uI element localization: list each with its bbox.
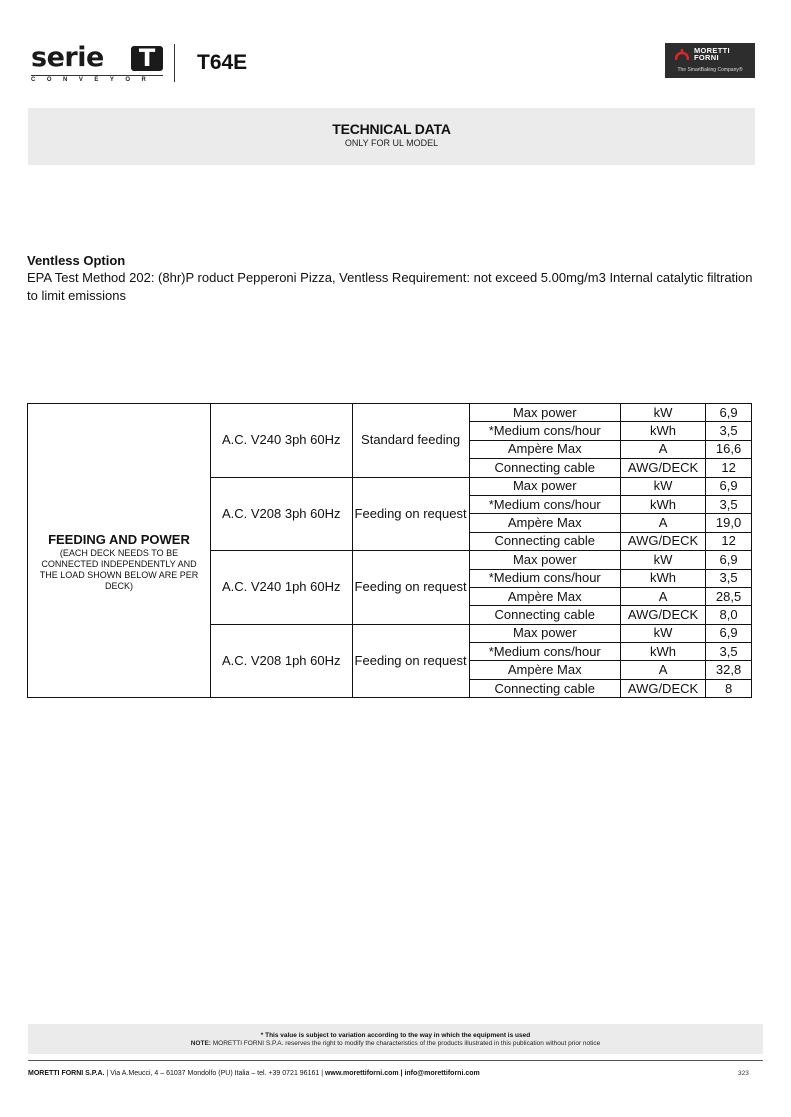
value-cell: 3,5 [706,569,752,587]
unit-cell: kW [620,624,705,642]
unit-cell: kWh [620,569,705,587]
footnote-variation: * This value is subject to variation according to the way in which the equipment is used [260,1032,531,1039]
value-cell: 28,5 [706,587,752,605]
brand-tagline: The SmartBaking Company® [677,67,743,73]
page-number: 323 [738,1070,749,1077]
website-link[interactable]: www.morettiforni.com [324,1070,399,1077]
value-cell: 3,5 [706,643,752,661]
param-cell: *Medium cons/hour [469,643,620,661]
note-text: MORETTI FORNI S.P.A. reserves the right to modify the characteristics of the products illustrated in this publication without prior notice [210,1040,601,1047]
value-cell: 8 [706,679,752,697]
unit-cell: kW [620,477,705,495]
param-cell: Connecting cable [469,532,620,550]
footer-notes [28,1024,763,1054]
logo-wordmark: serie [31,42,104,73]
feeding-cell: Feeding on request [352,551,469,625]
value-cell: 16,6 [706,440,752,458]
group-note: (EACH DECK NEEDS TO BE CONNECTED INDEPENDENTLY AND THE LOAD SHOWN BELOW ARE PER DECK) [39,547,199,591]
moretti-forni-logo [665,43,755,78]
param-cell: Ampère Max [469,440,620,458]
unit-cell: A [620,440,705,458]
value-cell: 6,9 [706,477,752,495]
value-cell: 3,5 [706,422,752,440]
param-cell: *Medium cons/hour [469,569,620,587]
brand-name [694,47,730,61]
value-cell: 6,9 [706,624,752,642]
table-row [28,404,752,422]
feeding-cell: Standard feeding [352,404,469,478]
title-band [28,108,755,165]
feeding-power-table [27,403,752,698]
note-label: NOTE: [190,1040,211,1047]
footer-divider [28,1060,763,1061]
company-name: MORETTI FORNI S.P.A. [28,1070,105,1077]
unit-cell: kW [620,404,705,422]
param-cell: *Medium cons/hour [469,495,620,513]
unit-cell: A [620,514,705,532]
unit-cell: kWh [620,495,705,513]
param-cell: Max power [469,551,620,569]
unit-cell: kWh [620,643,705,661]
param-cell: Max power [469,624,620,642]
param-cell: Ampère Max [469,661,620,679]
value-cell: 32,8 [706,661,752,679]
feeding-cell: Feeding on request [352,624,469,698]
param-cell: Max power [469,477,620,495]
param-cell: Ampère Max [469,587,620,605]
separator: | [398,1070,405,1077]
param-cell: Connecting cable [469,679,620,697]
value-cell: 12 [706,459,752,477]
voltage-cell: A.C. V240 3ph 60Hz [210,404,352,478]
param-cell: Max power [469,404,620,422]
unit-cell: kWh [620,422,705,440]
voltage-cell: A.C. V208 3ph 60Hz [210,477,352,551]
voltage-cell: A.C. V208 1ph 60Hz [210,624,352,698]
param-cell: *Medium cons/hour [469,422,620,440]
company-address: | Via A.Meucci, 4 – 61037 Mondolfo (PU) Italia – tel. +39 0721 96161 | [104,1070,325,1077]
logo-conveyor-text: CONVEYOR [31,77,158,83]
header-divider [174,44,175,82]
unit-cell: A [620,587,705,605]
model-name: T64E [197,51,248,74]
email-link[interactable]: info@morettiforni.com [404,1070,480,1077]
company-address-line [28,1069,480,1078]
unit-cell: kW [620,551,705,569]
param-cell: Connecting cable [469,606,620,624]
value-cell: 3,5 [706,495,752,513]
page-subtitle: ONLY FOR UL MODEL [344,138,439,148]
unit-cell: AWG/DECK [620,606,705,624]
voltage-cell: A.C. V240 1ph 60Hz [210,551,352,625]
feeding-cell: Feeding on request [352,477,469,551]
param-cell: Connecting cable [469,459,620,477]
page-title: TECHNICAL DATA [332,121,451,137]
value-cell: 19,0 [706,514,752,532]
serie-t-logo [31,44,165,84]
unit-cell: AWG/DECK [620,679,705,697]
ventless-description: EPA Test Method 202: (8hr)P roduct Pepperoni Pizza, Ventless Requirement: not exceed 5.00mg/m3 Internal catalytic filtration to limit emissions [27,270,753,303]
brand-arch-icon [675,48,689,61]
unit-cell: A [620,661,705,679]
logo-t-badge: T [131,46,163,71]
ventless-title: Ventless Option [27,253,126,268]
group-cell [28,404,211,698]
unit-cell: AWG/DECK [620,532,705,550]
brand-name-line1: MORETTI [694,46,730,55]
value-cell: 6,9 [706,404,752,422]
unit-cell: AWG/DECK [620,459,705,477]
value-cell: 8,0 [706,606,752,624]
value-cell: 6,9 [706,551,752,569]
brand-name-line2: FORNI [694,53,719,62]
value-cell: 12 [706,532,752,550]
footnote-disclaimer [28,1040,763,1048]
param-cell: Ampère Max [469,514,620,532]
group-title: FEEDING AND POWER [48,531,190,547]
logo-rule [31,75,163,76]
